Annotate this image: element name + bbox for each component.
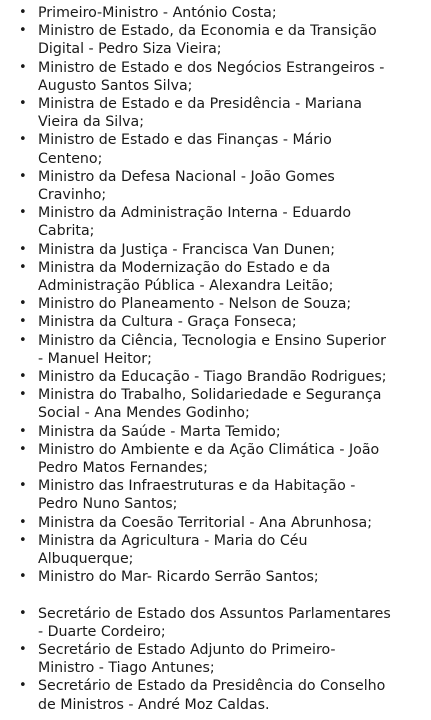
list-item: • Ministra da Agricultura - Maria do Céu Albuquerque; — [0, 532, 431, 568]
list-item: • Primeiro-Ministro - António Costa; — [0, 4, 431, 22]
list-item: • Ministra da Cultura - Graça Fonseca; — [0, 313, 431, 331]
list-item: • Secretário de Estado da Presidência do Conselho de Ministros - André Moz Caldas. — [0, 677, 431, 713]
list-item: • Ministro do Ambiente e da Ação Climática - João Pedro Matos Fernandes; — [0, 441, 431, 477]
list-item: • Ministro de Estado e dos Negócios Estrangeiros - Augusto Santos Silva; — [0, 59, 431, 95]
list-item: • Ministra da Saúde - Marta Temido; — [0, 423, 431, 441]
list-item: • Ministro da Defesa Nacional - João Gomes Cravinho; — [0, 168, 431, 204]
list-item: • Ministro da Administração Interna - Eduardo Cabrita; — [0, 204, 431, 240]
secretaries-list — [0, 605, 431, 714]
list-item: • Ministro de Estado, da Economia e da Transição Digital - Pedro Siza Vieira; — [0, 22, 431, 58]
list-item: • Secretário de Estado dos Assuntos Parlamentares - Duarte Cordeiro; — [0, 605, 431, 641]
ministers-list — [0, 4, 431, 587]
list-item: • Ministra da Coesão Territorial - Ana Abrunhosa; — [0, 514, 431, 532]
list-item: • Ministro do Planeamento - Nelson de Souza; — [0, 295, 431, 313]
list-item: • Ministro da Educação - Tiago Brandão Rodrigues; — [0, 368, 431, 386]
list-item: • Ministra da Modernização do Estado e da Administração Pública - Alexandra Leitão; — [0, 259, 431, 295]
list-item: • Ministra do Trabalho, Solidariedade e Segurança Social - Ana Mendes Godinho; — [0, 386, 431, 422]
list-item: • Ministro das Infraestruturas e da Habitação - Pedro Nuno Santos; — [0, 477, 431, 513]
list-item: • Ministra da Justiça - Francisca Van Dunen; — [0, 241, 431, 259]
list-item: • Ministro da Ciência, Tecnologia e Ensino Superior - Manuel Heitor; — [0, 332, 431, 368]
list-item: • Ministro de Estado e das Finanças - Mário Centeno; — [0, 131, 431, 167]
list-spacer — [0, 587, 431, 605]
list-item: • Ministro do Mar- Ricardo Serrão Santos; — [0, 568, 431, 586]
list-item: • Secretário de Estado Adjunto do Primeiro-Ministro - Tiago Antunes; — [0, 641, 431, 677]
list-item: • Ministra de Estado e da Presidência - Mariana Vieira da Silva; — [0, 95, 431, 131]
